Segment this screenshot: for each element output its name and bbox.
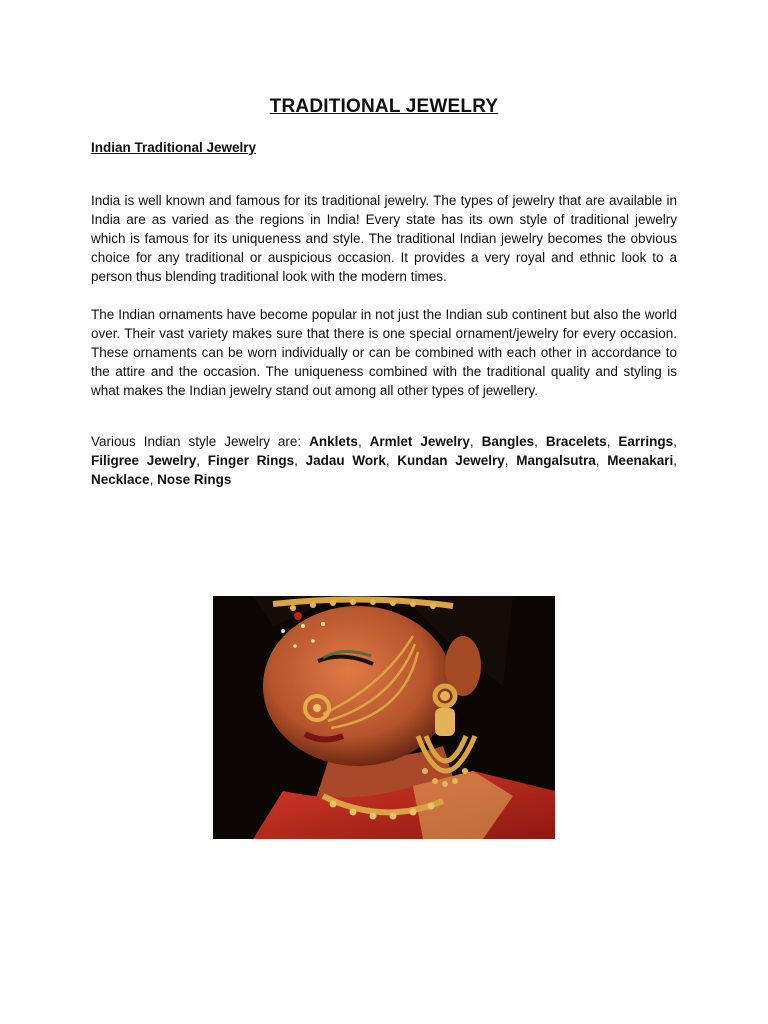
section-heading: Indian Traditional Jewelry xyxy=(91,140,257,155)
jewelry-type-item: Filigree Jewelry xyxy=(91,453,197,468)
jewelry-type-item: Finger Rings xyxy=(207,453,295,468)
jewelry-type-item: Meenakari xyxy=(607,453,674,468)
jewelry-types-list: Anklets, Armlet Jewelry, Bangles, Bracelets, Earrings, Filigree Jewelry, Finger Rings, Jadau Work, Kundan Jewelry, Mangalsutra, Meenakari, Necklace, Nose Rings xyxy=(91,434,677,487)
jewelry-type-item: Bracelets xyxy=(545,434,607,449)
jewelry-types-intro: Various Indian style Jewelry are: xyxy=(91,434,302,449)
jewelry-type-item: Anklets xyxy=(309,434,358,449)
jewelry-type-item: Armlet Jewelry xyxy=(369,434,470,449)
jewelry-types-paragraph xyxy=(91,432,677,489)
woman-with-traditional-jewelry-photo xyxy=(213,596,555,839)
jewelry-type-item: Earrings xyxy=(618,434,674,449)
jewelry-type-item: Necklace xyxy=(91,472,150,487)
jewelry-photo xyxy=(213,596,555,839)
jewelry-type-item: Bangles xyxy=(481,434,535,449)
page-title: TRADITIONAL JEWELRY xyxy=(269,96,499,117)
jewelry-type-item: Mangalsutra xyxy=(516,453,596,468)
intro-paragraph: India is well known and famous for its traditional jewelry. The types of jewelry that are available in India are as varied as the regions in India! Every state has its own style of traditional jewelry which is famous for its uniqueness and style. The traditional Indian jewelry becomes the obvious choice for any traditional or auspicious occasion. It provides a very royal and ethnic look to a person thus blending traditional look with the modern times. xyxy=(91,193,677,284)
popularity-paragraph: The Indian ornaments have become popular in not just the Indian sub continent but also the world over. Their vast variety makes sure that there is one special ornament/jewelry for every occasion. These ornaments can be worn individually or can be combined with each other in accordance to the attire and the occasion. The uniqueness combined with the traditional quality and styling is what makes the Indian jewelry stand out among all other types of jewellery. xyxy=(91,307,677,398)
jewelry-type-item: Nose Rings xyxy=(157,472,232,487)
jewelry-type-item: Kundan Jewelry xyxy=(397,453,505,468)
jewelry-type-item: Jadau Work xyxy=(305,453,386,468)
